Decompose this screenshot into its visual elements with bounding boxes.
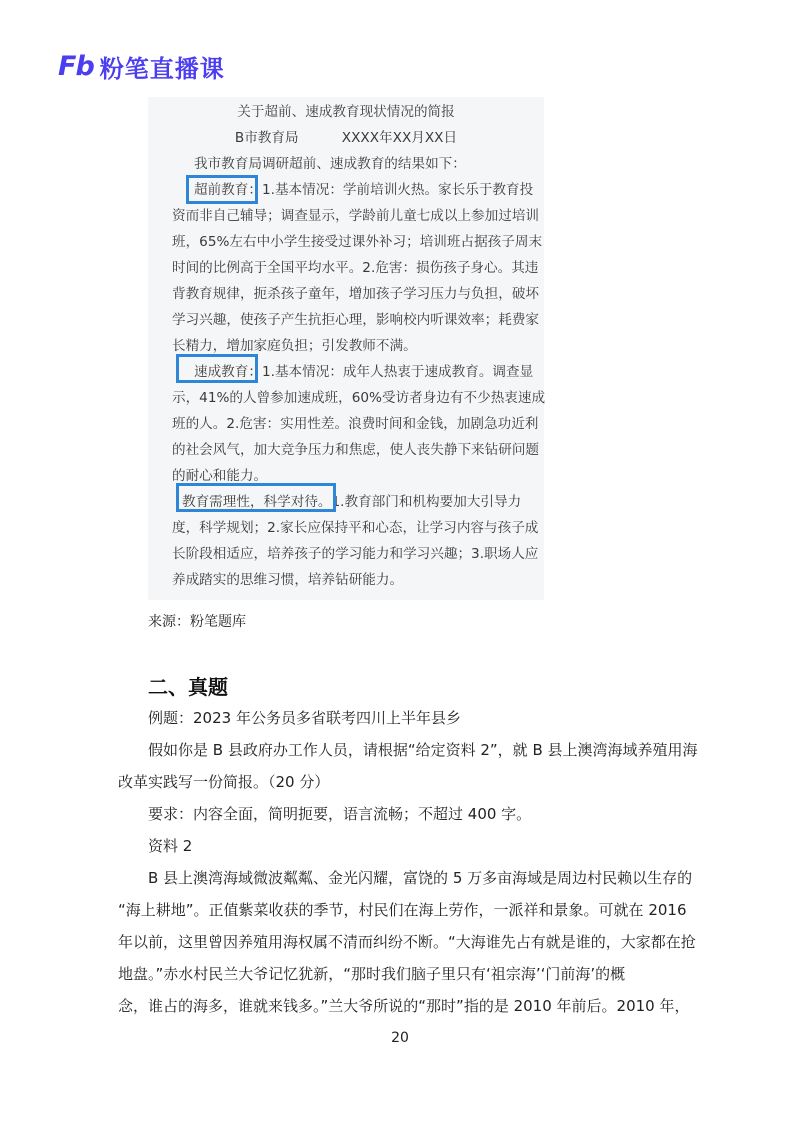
- bulletin-title: 关于超前、速成教育现状情况的简报: [237, 104, 455, 120]
- bulletin-line: 示，41%的人曾参加速成班，60%受访者身边有不少热衷速成: [172, 390, 546, 406]
- highlight-box-fast-education: [176, 354, 258, 383]
- paragraph-line: B 县上澳湾海域微波粼粼、金光闪耀，富饶的 5 万多亩海域是周边村民赖以生存的: [148, 869, 693, 887]
- bulletin-line: 养成踏实的思维习惯，培养钻研能力。: [172, 572, 404, 588]
- bulletin-line: 长精力，增加家庭负担；引发教师不满。: [172, 338, 417, 354]
- bulletin-line: 班的人。2.危害：实用性差。浪费时间和金钱，加剧急功近利: [172, 416, 539, 432]
- bulletin-line: 学习兴趣，使孩子产生抗拒心理，影响校内听课效率；耗费家: [172, 312, 540, 328]
- brand-name: 粉笔直播课: [99, 54, 225, 83]
- paragraph-line: 例题：2023 年公务员多省联考四川上半年县乡: [148, 709, 461, 727]
- paragraph-line: 念，谁占的海多，谁就来钱多。”兰大爷所说的“那时”指的是 2010 年前后。2010 年，: [118, 997, 690, 1015]
- highlight-box-advance-education: [186, 175, 258, 204]
- brand-mark: Fb: [58, 50, 94, 82]
- bulletin-line: 资而非自己辅导；调查显示，学龄前儿童七成以上参加过培训: [172, 208, 540, 224]
- bulletin-line: 背教育规律，扼杀孩子童年，增加孩子学习压力与负担，破坏: [172, 286, 540, 302]
- bulletin-line: 时间的比例高于全国平均水平。2.危害：损伤孩子身心。其违: [172, 260, 539, 276]
- brand-logo: [58, 50, 225, 82]
- paragraph-line: 要求：内容全面，简明扼要，语言流畅；不超过 400 字。: [148, 805, 532, 823]
- bulletin-line: 长阶段相适应，培养孩子的学习能力和学习兴趣；3.职场人应: [172, 546, 539, 562]
- bulletin-line: 超前教育：1.基本情况：学前培训火热。家长乐于教育投: [194, 182, 534, 198]
- paragraph-line: 资料 2: [148, 837, 193, 855]
- bulletin-line: 的社会风气，加大竞争压力和焦虑，使人丧失静下来钻研问题: [172, 442, 540, 458]
- bulletin-line: 班，65%左右中小学生接受过课外补习；培训班占据孩子周末: [172, 234, 543, 250]
- question-body: [118, 702, 698, 1022]
- bulletin-line: 的耐心和能力。: [172, 468, 268, 484]
- bulletin-issuer: B市教育局 XXXX年XX月XX日: [234, 130, 458, 146]
- scanned-bulletin-image: [148, 97, 544, 600]
- paragraph-line: 改革实践写一份简报。（20 分）: [118, 773, 330, 791]
- paragraph-line: 年以前，这里曾因养殖用海权属不清而纠纷不断。“大海谁先占有就是谁的，大家都在抢: [118, 933, 696, 951]
- section-heading: 二、真题: [148, 675, 228, 699]
- bulletin-line: 教育需理性，科学对待。1.教育部门和机构要加大引导力: [182, 494, 522, 510]
- page-number: 20: [391, 1030, 409, 1046]
- paragraph-line: “海上耕地”。正值紫菜收获的季节，村民们在海上劳作，一派祥和景象。可就在 2016: [118, 901, 687, 919]
- image-source-caption: 来源：粉笔题库: [148, 614, 246, 630]
- bulletin-line: 速成教育：1.基本情况：成年人热衷于速成教育。调查显: [194, 364, 534, 380]
- bulletin-line: 我市教育局调研超前、速成教育的结果如下：: [194, 156, 466, 172]
- paragraph-line: 假如你是 B 县政府办工作人员，请根据“给定资料 2”，就 B 县上澳湾海域养殖用海: [148, 741, 698, 759]
- paragraph-line: 地盘。”赤水村民兰大爷记忆犹新，“那时我们脑子里只有‘祖宗海’‘门前海’的概: [118, 965, 626, 983]
- highlight-box-rational-education: [176, 483, 336, 512]
- bulletin-line: 度，科学规划；2.家长应保持平和心态，让学习内容与孩子成: [172, 520, 539, 536]
